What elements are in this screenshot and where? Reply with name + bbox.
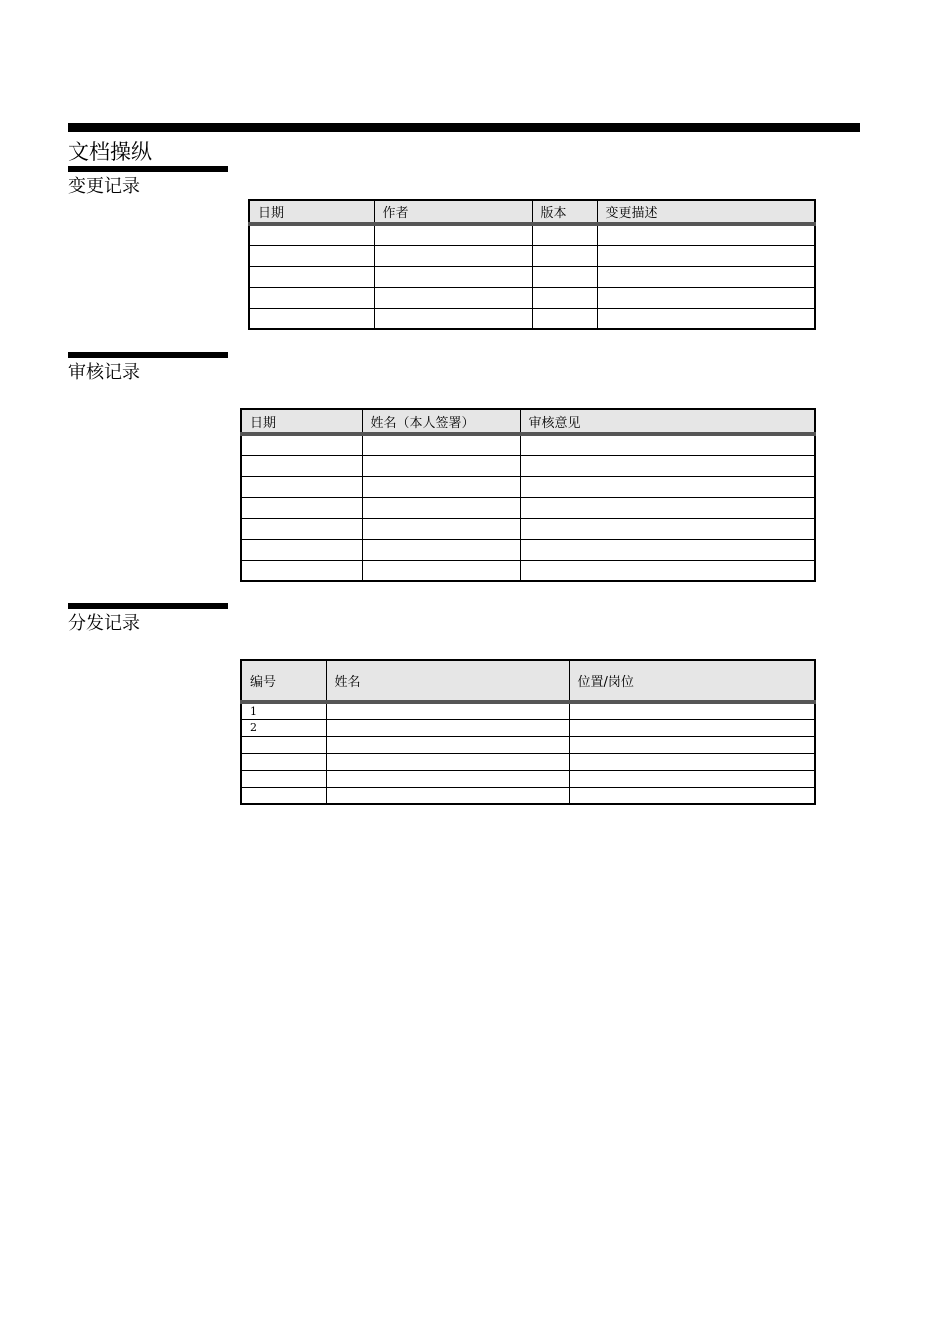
table-row bbox=[241, 560, 815, 581]
table-cell[interactable] bbox=[241, 753, 326, 770]
table-cell[interactable] bbox=[326, 702, 569, 719]
table-cell[interactable] bbox=[520, 560, 815, 581]
table-row bbox=[241, 497, 815, 518]
table-cell[interactable] bbox=[241, 455, 362, 476]
table-cell[interactable] bbox=[362, 434, 520, 455]
table-cell[interactable] bbox=[241, 736, 326, 753]
top-rule bbox=[68, 123, 860, 132]
table-cell[interactable]: 2 bbox=[241, 719, 326, 736]
table-cell[interactable] bbox=[569, 770, 815, 787]
table-cell[interactable] bbox=[249, 308, 374, 329]
table-cell[interactable] bbox=[241, 434, 362, 455]
table-cell[interactable] bbox=[532, 308, 597, 329]
table-cell[interactable] bbox=[241, 770, 326, 787]
table-cell[interactable] bbox=[241, 787, 326, 804]
table-row bbox=[241, 787, 815, 804]
column-header-number: 编号 bbox=[241, 660, 326, 702]
table-cell[interactable] bbox=[241, 476, 362, 497]
change-log-header-row bbox=[249, 200, 815, 224]
table-cell[interactable]: 1 bbox=[241, 702, 326, 719]
distribution-log-header-row bbox=[241, 660, 815, 702]
table-cell[interactable] bbox=[249, 224, 374, 245]
table-cell[interactable] bbox=[597, 287, 815, 308]
table-cell[interactable] bbox=[249, 245, 374, 266]
table-cell[interactable] bbox=[532, 224, 597, 245]
table-cell[interactable] bbox=[241, 560, 362, 581]
table-cell[interactable] bbox=[241, 518, 362, 539]
change-log-table bbox=[248, 199, 816, 330]
table-cell[interactable] bbox=[597, 266, 815, 287]
column-header-position: 位置/岗位 bbox=[569, 660, 815, 702]
table-cell[interactable] bbox=[362, 497, 520, 518]
table-cell[interactable] bbox=[326, 753, 569, 770]
table-row bbox=[241, 770, 815, 787]
table-cell[interactable] bbox=[569, 753, 815, 770]
table-cell[interactable] bbox=[520, 455, 815, 476]
table-row bbox=[241, 518, 815, 539]
table-cell[interactable] bbox=[569, 719, 815, 736]
table-cell[interactable] bbox=[520, 539, 815, 560]
table-row bbox=[241, 455, 815, 476]
column-header-version: 版本 bbox=[532, 200, 597, 224]
table-cell[interactable] bbox=[362, 455, 520, 476]
table-cell[interactable] bbox=[362, 476, 520, 497]
table-cell[interactable] bbox=[532, 287, 597, 308]
review-log-rule bbox=[68, 352, 228, 358]
table-cell[interactable] bbox=[362, 539, 520, 560]
table-cell[interactable] bbox=[597, 308, 815, 329]
table-cell[interactable] bbox=[249, 266, 374, 287]
distribution-log-rule bbox=[68, 603, 228, 609]
table-cell[interactable] bbox=[532, 266, 597, 287]
table-cell[interactable] bbox=[326, 719, 569, 736]
table-row bbox=[249, 224, 815, 245]
column-header-review-opinion: 审核意见 bbox=[520, 409, 815, 434]
table-cell[interactable] bbox=[520, 518, 815, 539]
table-cell[interactable] bbox=[374, 308, 532, 329]
table-cell[interactable] bbox=[326, 770, 569, 787]
table-row bbox=[241, 719, 815, 736]
column-header-change-description: 变更描述 bbox=[597, 200, 815, 224]
table-cell[interactable] bbox=[374, 266, 532, 287]
table-row bbox=[241, 736, 815, 753]
table-row bbox=[249, 287, 815, 308]
table-row bbox=[241, 434, 815, 455]
table-cell[interactable] bbox=[569, 787, 815, 804]
table-cell[interactable] bbox=[374, 224, 532, 245]
column-header-date: 日期 bbox=[241, 409, 362, 434]
table-cell[interactable] bbox=[520, 476, 815, 497]
table-cell[interactable] bbox=[241, 497, 362, 518]
change-log-heading: 变更记录 bbox=[68, 176, 140, 197]
table-row bbox=[241, 539, 815, 560]
table-cell[interactable] bbox=[520, 497, 815, 518]
table-cell[interactable] bbox=[326, 787, 569, 804]
column-header-date: 日期 bbox=[249, 200, 374, 224]
table-row bbox=[241, 476, 815, 497]
distribution-log-table bbox=[240, 659, 816, 805]
change-log-rule bbox=[68, 166, 228, 172]
table-row bbox=[241, 753, 815, 770]
column-header-name-signature: 姓名（本人签署） bbox=[362, 409, 520, 434]
table-cell[interactable] bbox=[569, 736, 815, 753]
table-cell[interactable] bbox=[597, 224, 815, 245]
table-cell[interactable] bbox=[362, 560, 520, 581]
table-cell[interactable] bbox=[374, 245, 532, 266]
table-cell[interactable] bbox=[362, 518, 520, 539]
table-cell[interactable] bbox=[532, 245, 597, 266]
table-row bbox=[249, 266, 815, 287]
review-log-header-row bbox=[241, 409, 815, 434]
column-header-author: 作者 bbox=[374, 200, 532, 224]
page-title: 文档操纵 bbox=[68, 140, 152, 164]
table-cell[interactable] bbox=[569, 702, 815, 719]
table-cell[interactable] bbox=[326, 736, 569, 753]
table-cell[interactable] bbox=[249, 287, 374, 308]
column-header-name: 姓名 bbox=[326, 660, 569, 702]
distribution-log-heading: 分发记录 bbox=[68, 613, 140, 634]
table-row bbox=[241, 702, 815, 719]
review-log-table bbox=[240, 408, 816, 582]
table-row bbox=[249, 245, 815, 266]
table-cell[interactable] bbox=[241, 539, 362, 560]
table-cell[interactable] bbox=[374, 287, 532, 308]
table-cell[interactable] bbox=[597, 245, 815, 266]
table-row bbox=[249, 308, 815, 329]
review-log-heading: 审核记录 bbox=[68, 362, 140, 383]
table-cell[interactable] bbox=[520, 434, 815, 455]
